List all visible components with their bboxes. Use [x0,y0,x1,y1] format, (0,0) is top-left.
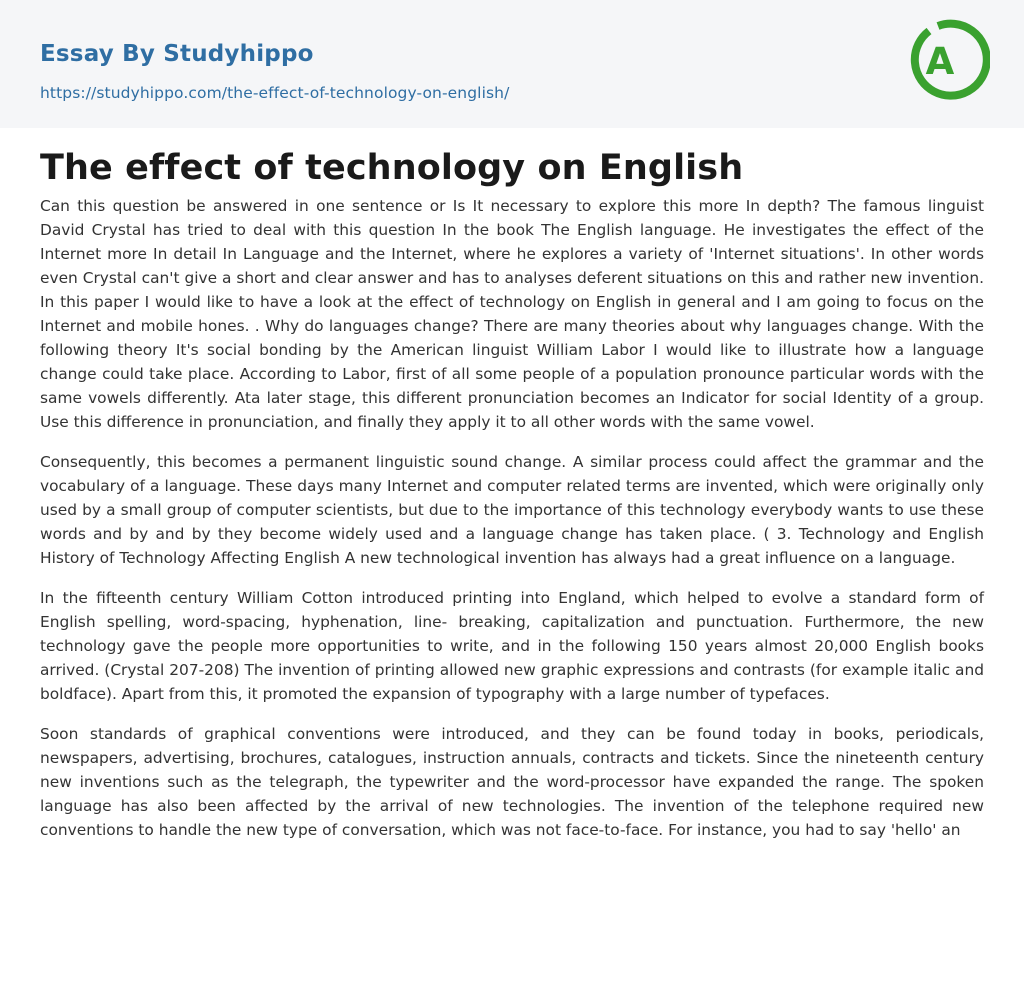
essay-url-link[interactable]: https://studyhippo.com/the-effect-of-technology-on-english/ [40,84,510,102]
site-brand-title[interactable]: Essay By Studyhippo [40,41,314,67]
circle-a-logo-icon[interactable] [906,18,990,108]
essay-paragraph: Soon standards of graphical conventions were introduced, and they can be found today in books, periodicals, newspapers, advertising, brochures, catalogues, instruction annuals, contracts and tickets. Since the nineteenth century new inventions such as the telegraph, the typewriter and the word-processor have expanded the range. The spoken language has also been affected by the arrival of new technologies. The invention of the telephone required new conventions to handle the new type of conversation, which was not face-to-face. For instance, you had to say 'hello' an [40,725,984,839]
essay-paragraph: Can this question be answered in one sentence or Is It necessary to explore this more In depth? The famous linguist David Crystal has tried to deal with this question In the book The English language. He investigates the effect of the Internet more In detail In Language and the Internet, where he explores a variety of 'Internet situations'. In other words even Crystal can't give a short and clear answer and has to analyses deferent situations on this and rather new invention. In this paper I would like to have a look at the effect of technology on English in general and I am going to focus on the Internet and mobile hones. . Why do languages change? There are many theories about why languages change. With the following theory It's social bonding by the American linguist William Labor I would like to illustrate how a language change could take place. According to Labor, first of all some people of a population pronounce particular words with the same vowels differently. Ata later stage, this different pronunciation becomes an Indicator for social Identity of a group. Use this difference in pronunciation, and finally they apply it to all other words with the same vowel. [40,197,984,431]
logo-letter: A [925,40,955,83]
essay-content [40,145,984,858]
essay-paragraph: In the fifteenth century William Cotton introduced printing into England, which helped to evolve a standard form of English spelling, word-spacing, hyphenation, line- breaking, capitalization and punctuation. Furthermore, the new technology gave the people more opportunities to write, and in the following 150 years almost 20,000 English books arrived. (Crystal 207-208) The invention of printing allowed new graphic expressions and contrasts (for example italic and boldface). Apart from this, it promoted the expansion of typography with a large number of typefaces. [40,589,984,703]
essay-title: The effect of technology on English [40,148,744,188]
essay-paragraph: Consequently, this becomes a permanent linguistic sound change. A similar process could affect the grammar and the vocabulary of a language. These days many Internet and computer related terms are invented, which were originally only used by a small group of computer scientists, but due to the importance of this technology everybody wants to use these words and by and by they become widely used and a language change has taken place. ( 3. Technology and English History of Technology Affecting English A new technological invention has always had a great influence on a language. [40,453,984,567]
site-header [0,0,1024,128]
